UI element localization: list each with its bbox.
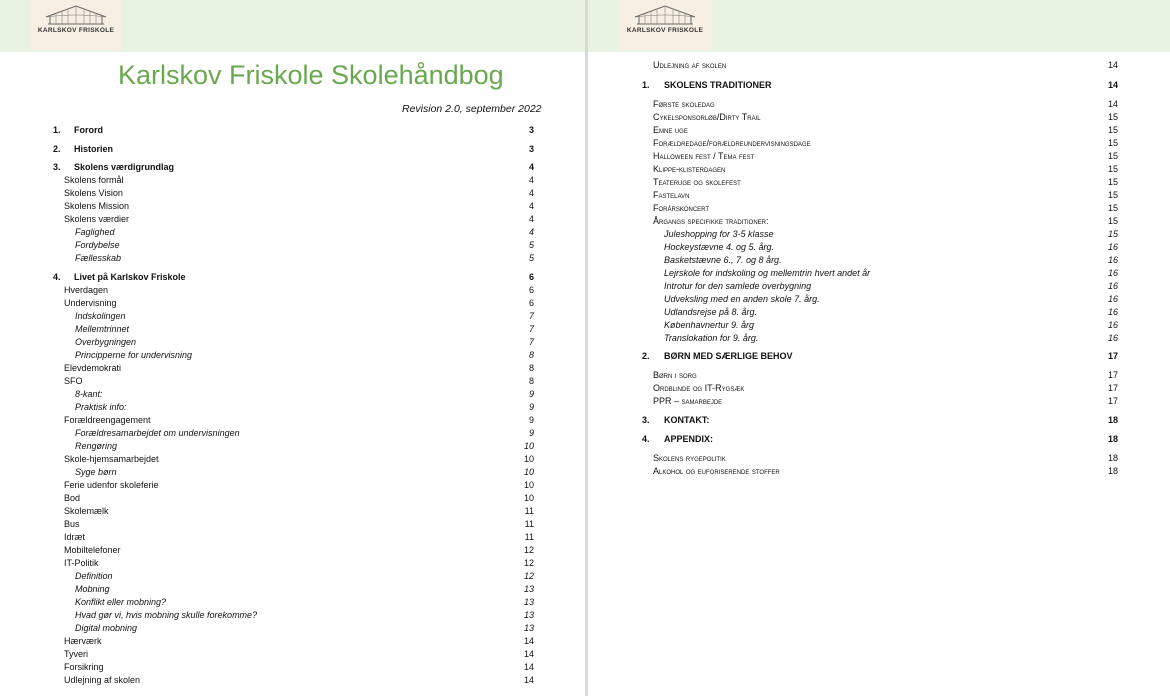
toc-page-number: 5	[528, 253, 534, 263]
toc-page-number: 9	[528, 428, 534, 438]
toc-entry[interactable]: Praktisk info:	[75, 402, 127, 412]
toc-entry[interactable]: Udlejning af skolen	[653, 60, 727, 70]
toc-entry[interactable]: Mellemtrinnet	[75, 324, 130, 334]
toc-entry[interactable]: Skolens Mission	[64, 201, 130, 211]
toc-entry[interactable]: PPR – samarbejde	[653, 396, 723, 406]
toc-entry[interactable]: IT-Politik	[64, 558, 99, 568]
toc-page-number: 10	[523, 480, 534, 490]
toc-entry[interactable]: 1. SKOLENS TRADITIONER	[642, 80, 772, 90]
toc-entry[interactable]: 1. Forord	[53, 125, 103, 135]
toc-entry[interactable]: SFO	[64, 376, 83, 386]
toc-page-number: 18	[1107, 415, 1118, 425]
toc-entry[interactable]: Ferie udenfor skoleferie	[64, 480, 159, 490]
toc-page-number: 16	[1107, 242, 1118, 252]
toc-entry[interactable]: Skolens Vision	[64, 188, 123, 198]
logo-text: KARLSKOV FRISKOLE	[626, 27, 704, 34]
toc-page-number: 3	[528, 125, 534, 135]
toc-page-number: 9	[528, 402, 534, 412]
toc-page-number: 15	[1107, 164, 1118, 174]
toc-entry[interactable]: Principperne for undervisning	[75, 350, 193, 360]
toc-page-number: 11	[524, 506, 534, 516]
toc-page-number: 16	[1107, 281, 1118, 291]
toc-entry[interactable]: Udlandsrejse på 8. årg.	[664, 307, 758, 317]
toc-page-number: 14	[523, 675, 534, 685]
toc-entry[interactable]: Første skoledag	[653, 99, 715, 109]
toc-entry[interactable]: Konflikt eller mobning?	[75, 597, 167, 607]
toc-entry[interactable]: Syge børn	[75, 467, 117, 477]
toc-entry[interactable]: Ordblinde og IT-Rygsæk	[653, 383, 745, 393]
toc-page-number: 7	[528, 337, 534, 347]
toc-entry[interactable]: Overbygningen	[75, 337, 137, 347]
toc-entry[interactable]: Basketstævne 6., 7. og 8 årg.	[664, 255, 782, 265]
toc-entry[interactable]: Forsikring	[64, 662, 104, 672]
toc-entry[interactable]: 2. Historien	[53, 144, 114, 154]
building-icon	[631, 3, 699, 27]
toc-page-number: 18	[1107, 466, 1118, 476]
toc-page-number: 7	[528, 324, 534, 334]
page-header	[588, 0, 1170, 52]
toc-page-number: 15	[1107, 190, 1118, 200]
building-icon	[42, 3, 110, 27]
toc-entry[interactable]: Faglighed	[75, 227, 115, 237]
toc-entry[interactable]: 3. KONTAKT:	[642, 415, 710, 425]
toc-page-number: 10	[523, 454, 534, 464]
toc-entry[interactable]: Skolens rygepolitik	[653, 453, 726, 463]
toc-page-number: 13	[523, 597, 534, 607]
toc-page-number: 16	[1107, 307, 1118, 317]
toc-entry[interactable]: Årgangs specifikke traditioner:	[653, 216, 769, 226]
toc-page-number: 8	[528, 363, 534, 373]
toc-page-number: 11	[524, 519, 534, 529]
toc-page-number: 12	[523, 558, 534, 568]
toc-entry[interactable]: 2. BØRN MED SÆRLIGE BEHOV	[642, 351, 793, 361]
toc-entry[interactable]: Bus	[64, 519, 80, 529]
toc-entry[interactable]: Fastelavn	[653, 190, 690, 200]
toc-page-number: 6	[528, 272, 534, 282]
toc-page-number: 16	[1107, 268, 1118, 278]
school-logo	[618, 0, 712, 50]
toc-page-number: 6	[528, 298, 534, 308]
toc-page-number: 8	[528, 350, 534, 360]
toc-page-number: 4	[528, 201, 534, 211]
toc-page-number: 15	[1107, 229, 1118, 239]
toc-page-number: 3	[528, 144, 534, 154]
toc-entry[interactable]: Digital mobning	[75, 623, 138, 633]
toc-page-number: 4	[528, 227, 534, 237]
toc-entry[interactable]: Tyveri	[64, 649, 89, 659]
toc-page-number: 15	[1107, 125, 1118, 135]
toc-page-number: 14	[523, 649, 534, 659]
toc-page-number: 15	[1107, 112, 1118, 122]
toc-page-number: 12	[523, 545, 534, 555]
toc-entry[interactable]: Alkohol og euforiserende stoffer	[653, 466, 780, 476]
toc-entry[interactable]: Klippe-klisterdagen	[653, 164, 726, 174]
toc-page-number: 17	[1107, 383, 1118, 393]
toc-page-number: 6	[528, 285, 534, 295]
toc-page-number: 17	[1107, 370, 1118, 380]
toc-page-number: 10	[523, 467, 534, 477]
toc-page-number: 13	[523, 584, 534, 594]
toc-page-number: 4	[528, 214, 534, 224]
toc-page-number: 16	[1107, 294, 1118, 304]
toc-page-number: 13	[523, 623, 534, 633]
toc-page-number: 7	[528, 311, 534, 321]
toc-entry[interactable]: 3. Skolens værdigrundlag	[53, 162, 175, 172]
toc-entry[interactable]: Mobiltelefoner	[64, 545, 121, 555]
revision-line: Revision 2.0, september 2022	[402, 103, 542, 115]
toc-entry[interactable]: Introtur for den samlede overbygning	[664, 281, 812, 291]
toc-entry[interactable]: Skolens værdier	[64, 214, 130, 224]
toc-page-number: 16	[1107, 255, 1118, 265]
toc-page-number: 8	[528, 376, 534, 386]
toc-entry[interactable]: Lejrskole for indskoling og mellemtrin hvert andet år	[664, 268, 871, 278]
toc-entry[interactable]: Børn i sorg	[653, 370, 697, 380]
toc-page-number: 9	[528, 389, 534, 399]
toc-page-number: 15	[1107, 203, 1118, 213]
toc-entry[interactable]: Cykelsponsorløb/Dirty Trail	[653, 112, 761, 122]
toc-entry[interactable]: Idræt	[64, 532, 86, 542]
toc-entry[interactable]: Københavnertur 9. årg	[664, 320, 755, 330]
toc-entry[interactable]: 8-kant:	[75, 389, 103, 399]
toc-page-number: 4	[528, 175, 534, 185]
toc-page-number: 10	[523, 493, 534, 503]
toc-page-number: 14	[1107, 80, 1118, 90]
toc-entry[interactable]: Juleshopping for 3-5 klasse	[664, 229, 774, 239]
toc-entry[interactable]: 4. Livet på Karlskov Friskole	[53, 272, 186, 282]
toc-entry[interactable]: Hockeystævne 4. og 5. årg.	[664, 242, 775, 252]
toc-entry[interactable]: Bod	[64, 493, 81, 503]
toc-page-number: 16	[1107, 320, 1118, 330]
document-page-right	[588, 0, 1170, 696]
toc-entry[interactable]: Forældredage/forældreundervisningsdage	[653, 138, 811, 148]
toc-page-number: 4	[528, 188, 534, 198]
school-logo	[29, 0, 123, 50]
toc-entry[interactable]: Udlejning af skolen	[64, 675, 141, 685]
logo-text: KARLSKOV FRISKOLE	[37, 27, 115, 34]
toc-entry[interactable]: Forældreengagement	[64, 415, 151, 425]
toc-page-number: 15	[1107, 177, 1118, 187]
toc-entry[interactable]: Mobning	[75, 584, 110, 594]
toc-page-number: 15	[1107, 138, 1118, 148]
toc-page-number: 17	[1107, 351, 1118, 361]
toc-entry[interactable]: Definition	[75, 571, 113, 581]
toc-entry[interactable]: Halloween fest / Tema fest	[653, 151, 755, 161]
toc-entry[interactable]: Translokation for 9. årg.	[664, 333, 759, 343]
toc-entry[interactable]: Forårskoncert	[653, 203, 710, 213]
toc-entry[interactable]: Fordybelse	[75, 240, 120, 250]
toc-page-number: 5	[528, 240, 534, 250]
toc-entry[interactable]: Hvad gør vi, hvis mobning skulle forekomme?	[75, 610, 258, 620]
toc-page-number: 11	[524, 532, 534, 542]
toc-page-number: 13	[523, 610, 534, 620]
toc-page-number: 10	[523, 441, 534, 451]
toc-page-number: 18	[1107, 434, 1118, 444]
document-title: Karlskov Friskole Skolehåndbog	[118, 60, 504, 90]
toc-page-number: 16	[1107, 333, 1118, 343]
toc-entry[interactable]: Rengøring	[75, 441, 118, 451]
toc-entry[interactable]: Hærværk	[64, 636, 102, 646]
toc-page-number: 14	[523, 636, 534, 646]
page-header	[0, 0, 585, 52]
toc-entry[interactable]: Teateruge og skolefest	[653, 177, 741, 187]
toc-page-number: 18	[1107, 453, 1118, 463]
toc-page-number: 4	[528, 162, 534, 172]
toc-entry[interactable]: Indskolingen	[75, 311, 126, 321]
toc-page-number: 17	[1107, 396, 1118, 406]
toc-entry[interactable]: Emne uge	[653, 125, 688, 135]
toc-entry[interactable]: Skole-hjemsamarbejdet	[64, 454, 159, 464]
toc-page-number: 14	[1107, 60, 1118, 70]
toc-page-number: 15	[1107, 151, 1118, 161]
toc-entry[interactable]: Skolemælk	[64, 506, 109, 516]
toc-page-number: 9	[528, 415, 534, 425]
toc-entry[interactable]: 4. APPENDIX:	[642, 434, 714, 444]
toc-page-number: 14	[1107, 99, 1118, 109]
toc-page-number: 14	[523, 662, 534, 672]
toc-entry[interactable]: Fællesskab	[75, 253, 122, 263]
toc-page-number: 12	[523, 571, 534, 581]
toc-entry[interactable]: Forældresamarbejdet om undervisningen	[75, 428, 240, 438]
toc-entry[interactable]: Udveksling med en anden skole 7. årg.	[664, 294, 820, 304]
toc-entry[interactable]: Elevdemokrati	[64, 363, 122, 373]
toc-entry[interactable]: Hverdagen	[64, 285, 109, 295]
toc-entry[interactable]: Skolens formål	[64, 175, 124, 185]
toc-page-number: 15	[1107, 216, 1118, 226]
toc-entry[interactable]: Undervisning	[64, 298, 117, 308]
